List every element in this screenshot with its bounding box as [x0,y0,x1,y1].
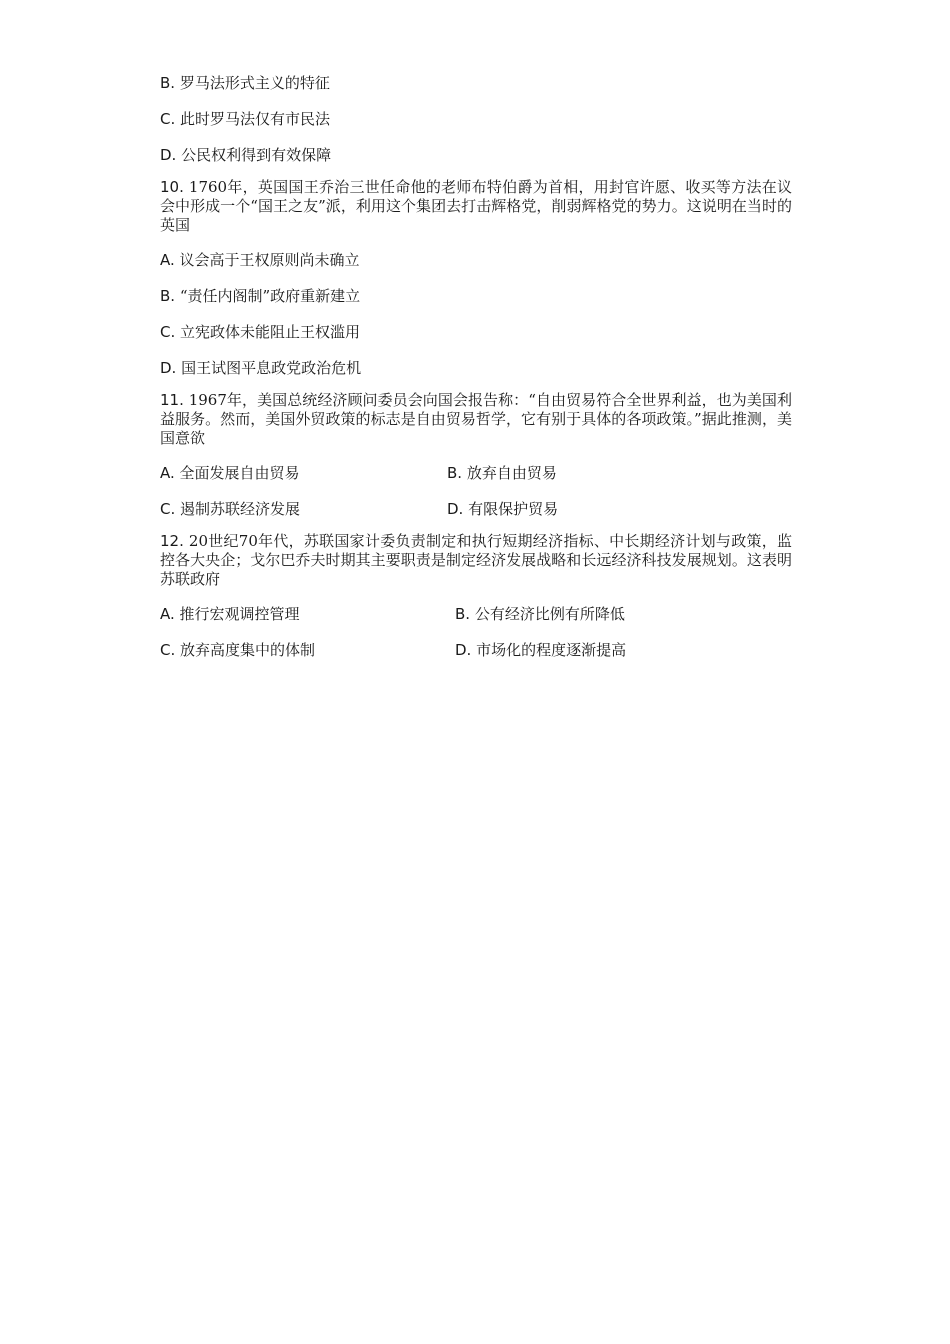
option-letter: D. [455,641,472,659]
q12-options-row-1 [160,603,792,625]
q11-options-row-2 [160,498,792,520]
option-text: 罗马法形式主义的特征 [179,74,330,92]
option-letter: C. [160,641,176,659]
option-letter: C. [160,323,176,341]
q11-options-row-1 [160,462,792,484]
question-stem: 20世纪70年代，苏联国家计委负责制定和执行短期经济指标、中长期经济计划与政策，监控各大央企；戈尔巴乔夫时期其主要职责是制定经济发展战略和长远经济科技发展规划。这表明苏联政府 [160,532,792,588]
option-letter: B. [447,464,463,482]
question-stem: 1760年，英国国王乔治三世任命他的老师布特伯爵为首相，用封官许愿、收买等方法在议会中形成一个“国王之友”派，利用这个集团去打击辉格党，削弱辉格党的势力。这说明在当时的英国 [160,178,792,234]
q12-options-row-2 [160,639,792,661]
option-letter: A. [160,464,175,482]
option-text: 全面发展自由贸易 [179,464,300,482]
option-text: 有限保护贸易 [468,500,559,518]
q12-option-a [160,603,455,625]
option-text: 推行宏观调控管理 [179,605,300,623]
q9-option-d [160,144,792,166]
q10-option-b [160,285,792,307]
option-text: 立宪政体未能阻止王权滥用 [180,323,361,341]
q11-option-d [447,498,558,520]
question-number: 11 [160,391,180,409]
option-text: 此时罗马法仅有市民法 [180,110,331,128]
q10-option-d [160,357,792,379]
question-11: 11. 1967年，美国总统经济顾问委员会向国会报告称：“自由贸易符合全世界利益，也为美国利益服务。然而，美国外贸政策的标志是自由贸易哲学，它有别于具体的各项政策。”据此推测，美国意欲 [160,391,792,447]
option-letter: B. [455,605,471,623]
question-number: 10 [160,178,180,196]
question-number: 12 [160,532,180,550]
option-letter: D. [160,359,177,377]
option-letter: A. [160,605,175,623]
option-text: 市场化的程度逐渐提高 [476,641,627,659]
option-text: 公民权利得到有效保障 [181,146,332,164]
exam-page [160,72,792,675]
question-12: 12. 20世纪70年代，苏联国家计委负责制定和执行短期经济指标、中长期经济计划与政策，监控各大央企；戈尔巴乔夫时期其主要职责是制定经济发展战略和长远经济科技发展规划。这表明苏联政府 [160,532,792,588]
q12-option-d [455,639,626,661]
option-text: 放弃高度集中的体制 [180,641,316,659]
q9-option-c [160,108,792,130]
q11-option-a [160,462,447,484]
option-text: 公有经济比例有所降低 [474,605,625,623]
option-letter: D. [447,500,464,518]
q10-option-a [160,249,792,271]
option-letter: B. [160,74,176,92]
option-text: 放弃自由贸易 [466,464,557,482]
option-letter: C. [160,500,176,518]
q10-option-c [160,321,792,343]
option-text: 议会高于王权原则尚未确立 [179,251,360,269]
q11-option-c [160,498,447,520]
question-10: 10. 1760年，英国国王乔治三世任命他的老师布特伯爵为首相，用封官许愿、收买等方法在议会中形成一个“国王之友”派，利用这个集团去打击辉格党，削弱辉格党的势力。这说明在当时的英国 [160,178,792,234]
option-letter: A. [160,251,175,269]
option-letter: D. [160,146,177,164]
option-letter: B. [160,287,176,305]
q9-option-b [160,72,792,94]
option-text: 遏制苏联经济发展 [180,500,301,518]
q12-option-c [160,639,455,661]
option-text: 国王试图平息政党政治危机 [181,359,362,377]
q11-option-b [447,462,557,484]
question-stem: 1967年，美国总统经济顾问委员会向国会报告称：“自由贸易符合全世界利益，也为美国利益服务。然而，美国外贸政策的标志是自由贸易哲学，它有别于具体的各项政策。”据此推测，美国意欲 [160,391,792,447]
q12-option-b [455,603,625,625]
option-text: “责任内阁制”政府重新建立 [179,287,361,305]
option-letter: C. [160,110,176,128]
